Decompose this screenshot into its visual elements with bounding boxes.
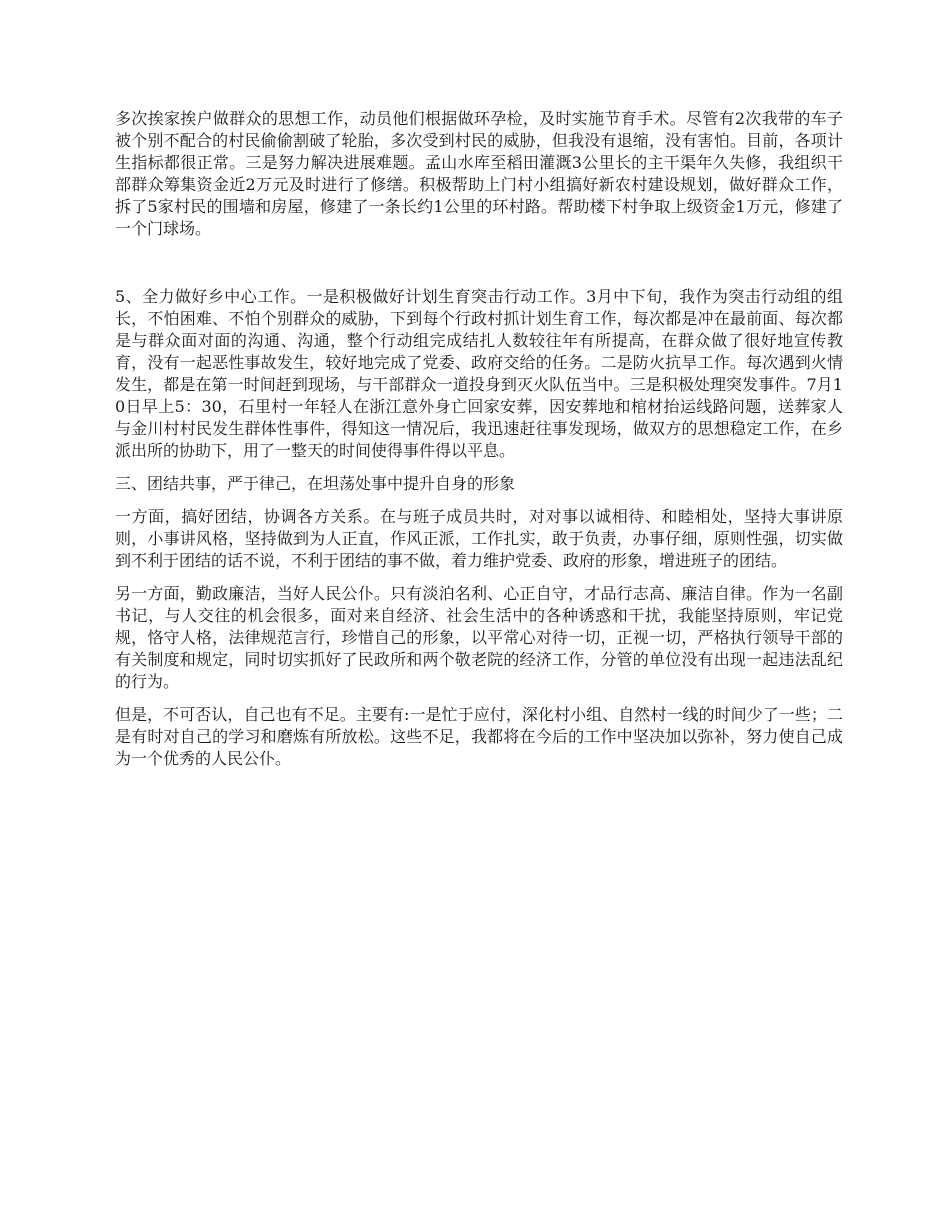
- paragraph-spacer: [115, 240, 843, 286]
- paragraph-family-planning-and-infrastructure: 多次挨家挨户做群众的思想工作，动员他们根据做环孕检，及时实施节育手术。尽管有2次我带的车子被个别不配合的村民偷偷割破了轮胎，多次受到村民的威胁，但我没有退缩，没有害怕。目前，各项计生指标都很正常。三是努力解决进展难题。孟山水库至稻田灌溉3公里长的主干渠年久失修，我组织干部群众筹集资金近2万元及时进行了修缮。积极帮助上门村小组搞好新农村建设规划，做好群众工作，拆了5家村民的围墙和房屋，修建了一条长约1公里的环村路。帮助楼下村争取上级资金1万元，修建了一个门球场。: [115, 109, 843, 238]
- section-heading-unity-and-discipline: 三、团结共事，严于律己，在坦荡处事中提升自身的形象: [115, 474, 516, 493]
- paragraph-township-central-work: 5、全力做好乡中心工作。一是积极做好计划生育突击行动工作。3月中下旬，我作为突击行动组的组长，不怕困难、不怕个别群众的威胁，下到每个行政村抓计划生育工作，每次都是冲在最前面、每次都是与群众面对面的沟通、沟通，整个行动组完成结扎人数较往年有所提高，在群众做了很好地宣传教育，没有一起恶性事故发生，较好地完成了党委、政府交给的任务。二是防火抗旱工作。每次遇到火情发生，都是在第一时间赶到现场，与干部群众一道投身到灭火队伍当中。三是积极处理突发事件。7月10日早上5：30，石里村一年轻人在浙江意外身亡回家安葬，因安葬地和棺材抬运线路问题，送葬家人与金川村村民发生群体性事件，得知这一情况后，我迅速赶往事发现场，做双方的思想稳定工作，在乡派出所的协助下，用了一整天的时间使得事件得以平息。: [115, 287, 843, 460]
- paragraph-spacer: [115, 495, 843, 506]
- paragraph-team-unity: 一方面，搞好团结，协调各方关系。在与班子成员共时，对对事以诚相待、和睦相处，坚持大事讲原则，小事讲风格，坚持做到为人正直，作风正派，工作扎实，敢于负责，办事仔细，原则性强，切实做到不利于团结的话不说，不利于团结的事不做，着力维护党委、政府的形象，增进班子的团结。: [115, 507, 843, 570]
- paragraph-spacer: [115, 693, 843, 704]
- paragraph-shortcomings: 但是，不可否认，自己也有不足。主要有:一是忙于应付，深化村小组、自然村一线的时间少了一些；二是有时对自己的学习和磨炼有所放松。这些不足，我都将在今后的工作中坚决加以弥补，努力使自己成为一个优秀的人民公仆。: [115, 705, 843, 768]
- paragraph-spacer: [115, 572, 843, 583]
- paragraph-spacer: [115, 462, 843, 473]
- document-body: [115, 108, 843, 770]
- paragraph-integrity: 另一方面，勤政廉洁，当好人民公仆。只有淡泊名利、心正自守，才品行志高、廉洁自律。作为一名副书记，与人交往的机会很多，面对来自经济、社会生活中的各种诱惑和干扰，我能坚持原则，牢记党规，恪守人格，法律规范言行，珍惜自己的形象，以平常心对待一切，正视一切，严格执行领导干部的有关制度和规定，同时切实抓好了民政所和两个敬老院的经济工作，分管的单位没有出现一起违法乱纪的行为。: [115, 584, 843, 691]
